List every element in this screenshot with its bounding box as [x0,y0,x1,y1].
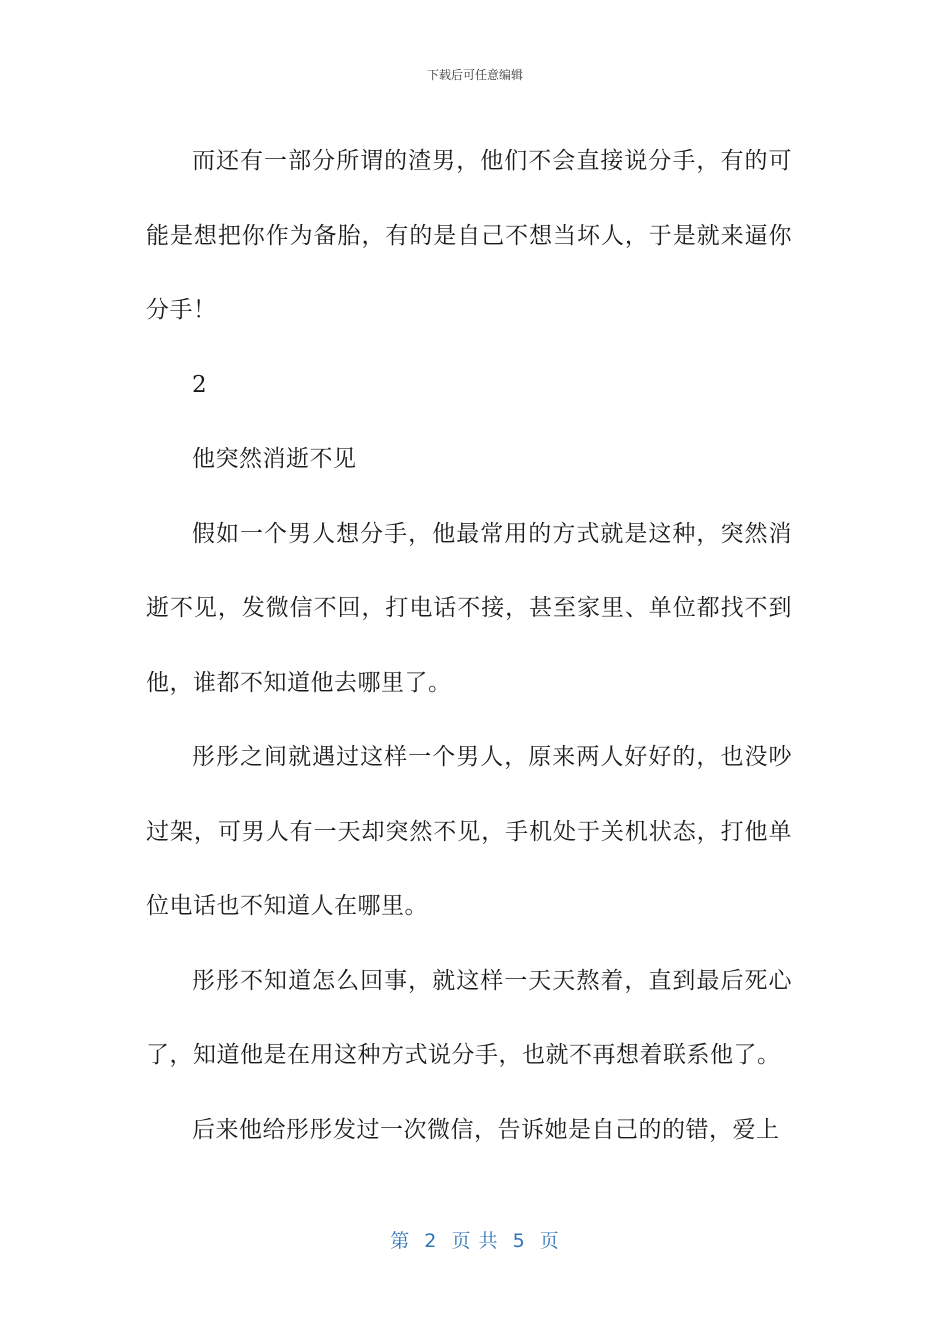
paragraph: 假如一个男人想分手，他最常用的方式就是这种，突然消逝不见，发微信不回，打电话不接，甚至家里、单位都找不到他，谁都不知道他去哪里了。 [146,520,792,696]
page-footer [0,1226,950,1253]
paragraph: 而还有一部分所谓的渣男，他们不会直接说分手，有的可能是想把你作为备胎，有的是自己不想当坏人，于是就来逼你分手！ [146,148,792,323]
body-text [146,124,792,1167]
paragraph: 彤彤之间就遇过这样一个男人，原来两人好好的，也没吵过架，可男人有一天却突然不见，手机处于关机状态，打他单位电话也不知道人在哪里。 [146,744,792,919]
section-number: 2 [192,371,208,398]
section-heading: 他突然消逝不见 [192,446,357,472]
page-number: 第 2 页 共 5 页 [390,1230,560,1252]
paragraph: 后来他给彤彤发过一次微信，告诉她是自己的的错，爱上 [192,1116,780,1143]
paragraph: 彤彤不知道怎么回事，就这样一天天熬着，直到最后死心了，知道他是在用这种方式说分手，也就不再想着联系他了。 [146,967,792,1068]
page-header: 下载后可任意编辑 [426,68,523,82]
